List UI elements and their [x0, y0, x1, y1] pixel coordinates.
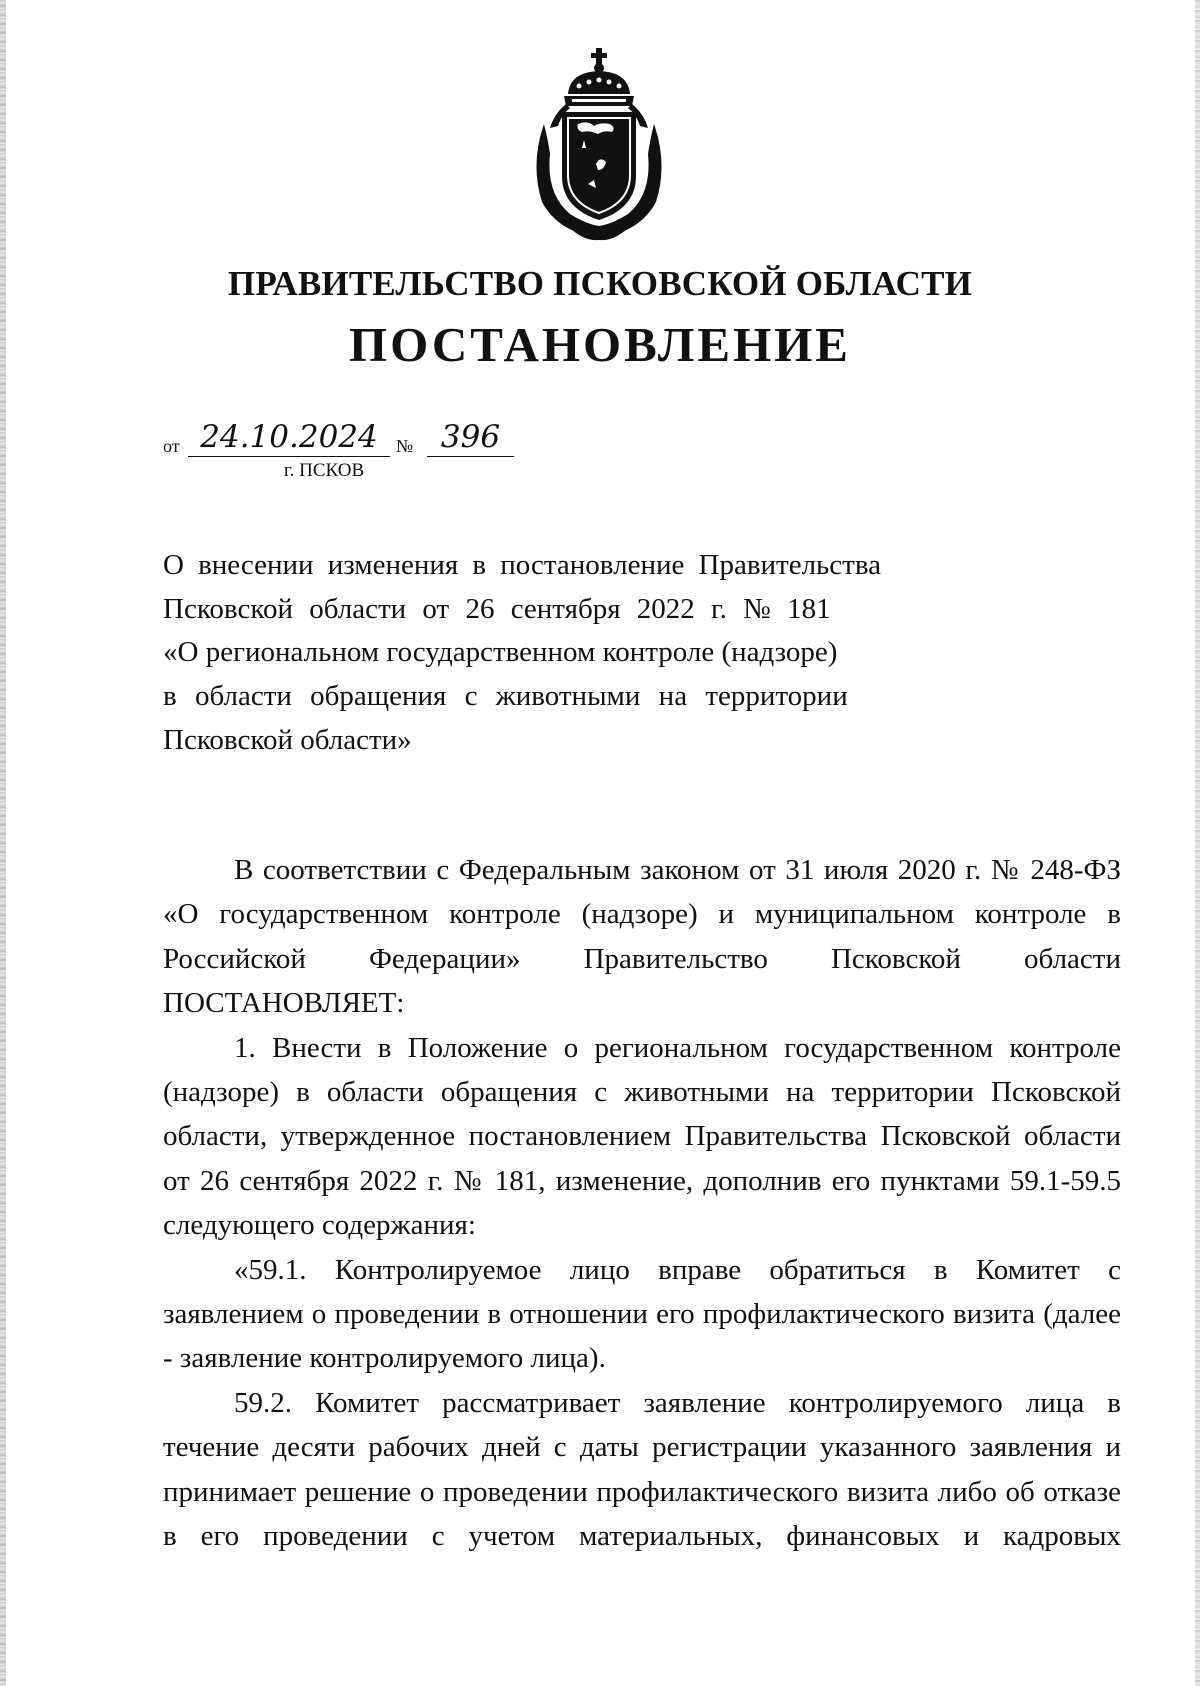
point-59-1-paragraph: «59.1. Контролируемое лицо вправе обратиться в Комитет с заявлением о проведении в отношении его профилактического визита (далее - заявление контролируемого лица). [163, 1253, 1121, 1375]
government-title: ПРАВИТЕЛЬСТВО ПСКОВСКОЙ ОБЛАСТИ [227, 264, 973, 303]
subject-line: Псковской области от 26 сентября 2022 г. № 181 [163, 592, 831, 625]
scan-edge-left [0, 0, 6, 1686]
city-label: г. ПСКОВ [284, 460, 365, 481]
document-body [163, 848, 1121, 1559]
point-59-2-paragraph: 59.2. Комитет рассматривает заявление контролируемого лица в течение десяти рабочих дней с даты регистрации указанного заявления и принимает решение о проведении профилактического визита либо об отказе в его проведении с учетом материальных, финансовых и кадровых [163, 1386, 1121, 1553]
pskov-coat-of-arms-icon [524, 44, 674, 244]
document-subject [163, 544, 881, 763]
subject-line: в области обращения с животными на территории [163, 680, 848, 713]
subject-line: Псковской области» [163, 723, 412, 756]
handwritten-number: 396 [427, 418, 514, 457]
date-prefix: от [163, 436, 180, 456]
handwritten-date: 24.10.2024 [188, 418, 390, 457]
point-1-paragraph: 1. Внести в Положение о региональном государственном контроле (надзоре) в области обращения с животными на территории Псковской области, утвержденное постановлением Правительства Псковской области от 26 сентября 2022 г. № 181, изменение, дополнив его пунктами 59.1-59.5 следующего содержания: [163, 1031, 1121, 1242]
subject-line: О внесении изменения в постановление Правительства [163, 549, 881, 581]
number-prefix: № [396, 436, 414, 456]
subject-line: «О региональном государственном контроле (надзоре) [163, 636, 838, 669]
preamble-paragraph: В соответствии с Федеральным законом от 31 июля 2020 г. № 248-ФЗ «О государственном контроле (надзоре) и муниципальном контроле в Российской Федерации» Правительство Псковской области ПОСТАНОВЛЯЕТ: [163, 854, 1121, 1020]
scan-edge-right [1195, 0, 1200, 1686]
document-type: ПОСТАНОВЛЕНИЕ [349, 317, 851, 372]
date-number-row [163, 418, 563, 458]
